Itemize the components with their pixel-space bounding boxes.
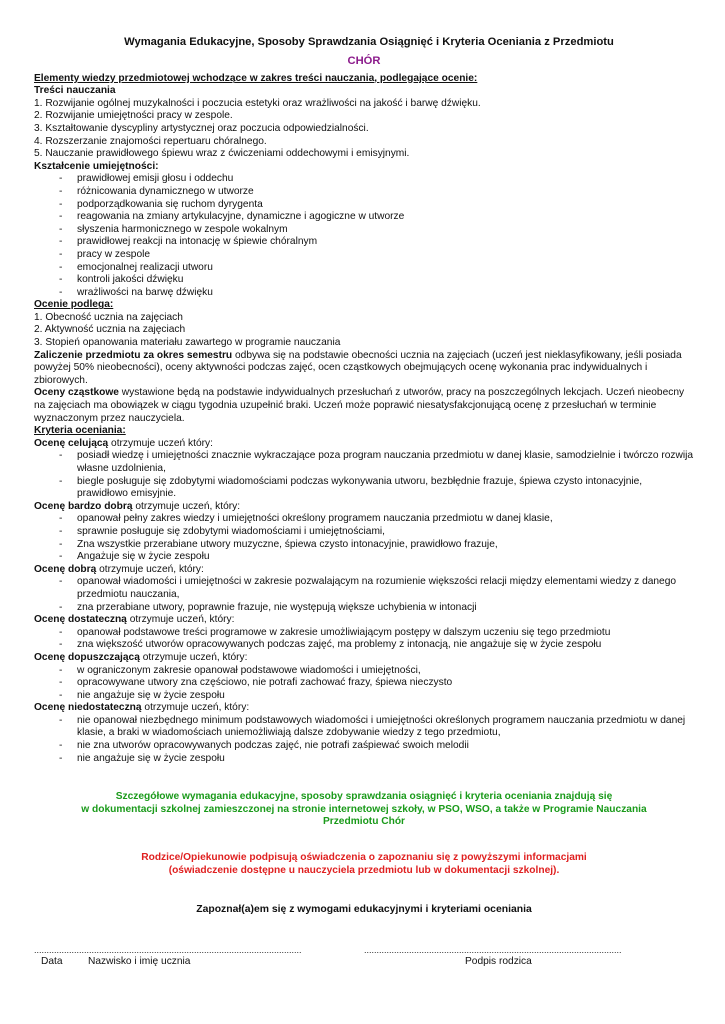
grade-header [34, 652, 694, 665]
grade-criterion: - nie angażuje się w życie zespołu [34, 753, 694, 766]
grade-name: Ocenę bardzo dobrą [34, 500, 133, 512]
grade-criterion: - nie angażuje się w życie zespołu [34, 690, 694, 703]
content-item: 4. Rozszerzanie znajomości repertuaru chóralnego. [34, 135, 267, 147]
skills-item: - wrażliwości na barwę dźwięku [34, 287, 694, 300]
assessment-item: 2. Aktywność ucznia na zajęciach [34, 324, 186, 336]
grade-suffix: otrzymuje uczeń, który: [132, 500, 241, 512]
content-item: 3. Kształtowanie dyscypliny artystycznej oraz poczucia odpowiedzialności. [34, 122, 369, 134]
grade-criteria-list [34, 513, 694, 563]
grade-name: Ocenę niedostateczną [34, 702, 142, 714]
red-notice-line: Rodzice/Opiekunowie podpisują oświadczenia o zapoznaniu się z powyższymi informacjami [141, 852, 587, 864]
parent-signature-label: Podpis rodzica [465, 955, 532, 967]
grade-criterion: - nie zna utworów opracowywanych podczas zajęć, nie potrafi zaśpiewać swoich melodii [34, 740, 694, 753]
grade-criterion: - Zna wszystkie przerabiane utwory muzyczne, śpiewa czysto intonacyjnie, prawidłowo frazuje, [34, 539, 694, 552]
grade-criterion: - opracowywane utwory zna częściowo, nie potrafi zachować frazy, śpiewa nieczysto [34, 677, 694, 690]
grade-suffix: otrzymuje uczeń, który: [141, 702, 250, 714]
red-notice [34, 852, 694, 877]
skills-list [34, 173, 694, 299]
grade-block-satisfactory [34, 614, 694, 652]
grade-criterion: - zna przerabiane utwory, poprawnie frazuje, nie występują większe uchybienia w intonacji [34, 602, 694, 615]
grade-name: Ocenę dobrą [34, 563, 97, 575]
content-item: 5. Nauczanie prawidłowego śpiewu wraz z ćwiczeniami oddechowymi i emisyjnymi. [34, 148, 410, 160]
grade-criteria-list [34, 627, 694, 652]
grade-block-very-good [34, 501, 694, 564]
grade-criterion: - opanował podstawowe treści programowe w zakresie umożliwiającym postępy w dalszym uczeniu się tego przedmiotu [34, 627, 694, 640]
document-page [34, 36, 694, 974]
grade-criterion: - posiadł wiedzę i umiejętności znacznie wykraczające poza program nauczania przedmiotu w danej klasie, samodzielnie i twórczo rozwija własne uzdolnienia, [34, 450, 694, 475]
semester-label: Zaliczenie przedmiotu za okres semestru [34, 349, 233, 361]
skills-item: - reagowania na zmiany artykulacyjne, dynamiczne i agogiczne w utworze [34, 211, 694, 224]
grade-criterion: - Angażuje się w życie zespołu [34, 551, 694, 564]
skills-item: - pracy w zespole [34, 249, 694, 262]
date-label: Data [41, 955, 63, 967]
green-notice-line: Przedmiotu Chór [322, 816, 406, 828]
grade-header [34, 501, 694, 514]
grade-criteria-list [34, 665, 694, 703]
grade-criterion: - opanował pełny zakres wiedzy i umiejętności określony programem nauczania przedmiotu w danej klasie, [34, 513, 694, 526]
content-heading: Treści nauczania [34, 85, 116, 97]
content-item: 1. Rozwijanie ogólnej muzykalności i poczucia estetyki oraz wrażliwości na jakość i barwę dźwięku. [34, 97, 481, 109]
skills-item: - różnicowania dynamicznego w utworze [34, 186, 694, 199]
grade-suffix: otrzymuje uczeń, który: [126, 614, 235, 626]
content-list [34, 98, 694, 161]
grade-block-sufficient [34, 652, 694, 702]
partial-grades-text: wystawione będą na podstawie indywidualnych przesłuchań z utworów, pracy na poszczególnych lekcjach. Uczeń nieobecny na zajęciach ma obowiązek w ciągu tygodnia uzupełnić braki. Uczeń może poprawić niesatysfakcjonującą ocenę z przesłuchań w terminie wyznaczonym przez nauczyciela. [34, 387, 685, 424]
grade-criterion: - zna większość utworów opracowywanych podczas zajęć, ma problemy z intonacją, nie angażuje się w życie zespołu [34, 639, 694, 652]
semester-paragraph [34, 350, 694, 388]
document-title: Wymagania Edukacyjne, Sposoby Sprawdzania Osiągnięć i Kryteria Oceniania z Przedmiotu [124, 36, 614, 48]
grade-block-insufficient [34, 702, 694, 765]
signature-area [34, 944, 694, 974]
elements-heading: Elementy wiedzy przedmiotowej wchodzące w zakres treści nauczania, podlegające ocenie: [34, 72, 478, 84]
assessment-heading: Ocenie podlega: [34, 299, 114, 311]
grade-header [34, 614, 694, 627]
subject-name: CHÓR [347, 55, 381, 67]
grade-criteria-list [34, 576, 694, 614]
grade-suffix: otrzymuje uczeń, który: [139, 651, 248, 663]
grade-name: Ocenę celującą [34, 437, 109, 449]
skills-item: - emocjonalnej realizacji utworu [34, 262, 694, 275]
green-notice [34, 791, 694, 829]
skills-item: - prawidłowej reakcji na intonację w śpiewie chóralnym [34, 236, 694, 249]
semester-text: odbywa się na podstawie obecności ucznia na zajęciach (uczeń jest nieklasyfikowany, jeśli posiada powyżej 50% nieobecności), oceny aktywności podczas zajęć, ocen cząstkowych obejmujących ocenę wykonania prac indywidualnych i zbiorowych. [34, 349, 682, 386]
signature-line-student: ........................................................................................................... [34, 944, 302, 955]
grade-header [34, 702, 694, 715]
skills-heading: Kształcenie umiejętności: [34, 160, 159, 172]
grade-header [34, 564, 694, 577]
partial-grades-paragraph [34, 387, 694, 425]
grade-suffix: otrzymuje uczeń, który: [96, 563, 204, 575]
grade-block-good [34, 564, 694, 614]
grade-name: Ocenę dostateczną [34, 614, 127, 626]
grade-criterion: - nie opanował niezbędnego minimum podstawowych wiadomości i umiejętności określonych programem nauczania przedmiotu w danej klasie, a braki w wiadomościach uniemożliwiają dalsze zdobywanie wiedzy z tego przedmiotu, [34, 715, 694, 740]
acknowledgement-statement: Zapoznał(a)em się z wymogami edukacyjnymi i kryteriami oceniania [196, 904, 532, 916]
skills-item: - słyszenia harmonicznego w zespole wokalnym [34, 224, 694, 237]
grade-header [34, 438, 694, 451]
signature-line-parent: ....................................................................................................... [364, 944, 622, 955]
criteria-heading: Kryteria oceniania: [34, 425, 126, 437]
assessment-item: 1. Obecność ucznia na zajęciach [34, 311, 183, 323]
content-item: 2. Rozwijanie umiejętności pracy w zespole. [34, 110, 233, 122]
grade-criterion: - opanował wiadomości i umiejętności w zakresie pozwalającym na rozumienie większości relacji między elementami wiedzy z danego przedmiotu nauczania, [34, 576, 694, 601]
grade-suffix: otrzymuje uczeń który: [108, 437, 213, 449]
grade-name: Ocenę dopuszczającą [34, 651, 140, 663]
green-notice-line: w dokumentacji szkolnej zamieszczonej na stronie internetowej szkoły, w PSO, WSO, a także w Programie Nauczania [81, 803, 647, 815]
skills-item: - kontroli jakości dźwięku [34, 274, 694, 287]
grade-block-excellent [34, 438, 694, 501]
grade-criteria-list [34, 715, 694, 765]
grade-criterion: - biegle posługuje się zdobytymi wiadomościami podczas wykonywania utworu, bezbłędnie frazuje, śpiewa czysto intonacyjnie, prawidłowo emisyjnie. [34, 476, 694, 501]
green-notice-line: Szczegółowe wymagania edukacyjne, sposoby sprawdzania osiągnięć i kryteria oceniania znajdują się [115, 791, 613, 803]
student-name-label: Nazwisko i imię ucznia [88, 955, 191, 967]
red-notice-line: (oświadczenie dostępne u nauczyciela przedmiotu lub w dokumentacji szkolnej). [168, 864, 560, 876]
skills-item: - podporządkowania się ruchom dyrygenta [34, 199, 694, 212]
grade-criterion: - sprawnie posługuje się zdobytymi wiadomościami i umiejętnościami, [34, 526, 694, 539]
grade-criteria-list [34, 450, 694, 500]
partial-grades-label: Oceny cząstkowe [34, 387, 119, 399]
grade-criterion: - w ograniczonym zakresie opanował podstawowe wiadomości i umiejętności, [34, 665, 694, 678]
assessment-item: 3. Stopień opanowania materiału zawartego w programie nauczania [34, 337, 341, 349]
skills-item: - prawidłowej emisji głosu i oddechu [34, 173, 694, 186]
